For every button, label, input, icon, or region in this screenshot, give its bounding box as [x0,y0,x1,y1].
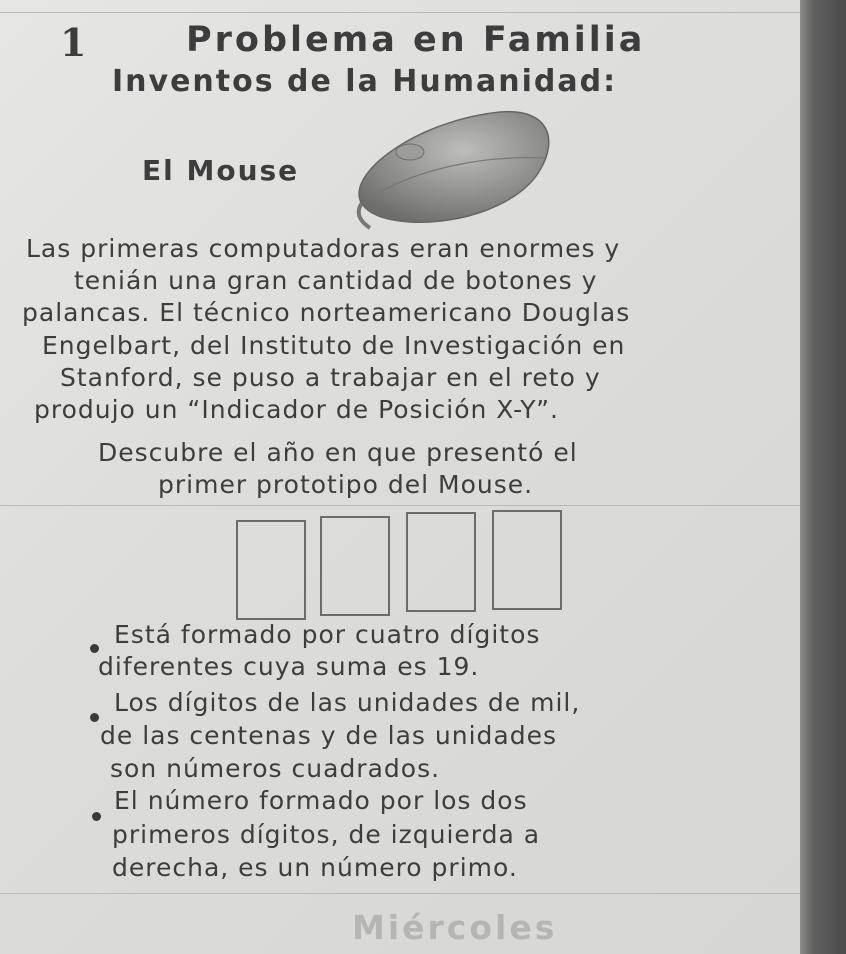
mouse-label: El Mouse [142,154,300,187]
intro-line: Stanford, se puso a trabajar en el reto y [60,363,601,392]
intro-line: Las primeras computadoras eran enormes y [26,234,621,263]
clue-line: de las centenas y de las unidades [100,721,557,750]
divider [0,505,800,506]
answer-digit-box[interactable] [406,512,476,612]
problem-number: 1 [60,20,87,65]
divider [0,12,800,13]
answer-digit-box[interactable] [492,510,562,610]
clue-line: derecha, es un número primo. [112,853,518,882]
clue-line: Los dígitos de las unidades de mil, [114,688,581,717]
clue-line: primeros dígitos, de izquierda a [112,820,541,849]
intro-line: tenián una gran cantidad de botones y [74,266,598,295]
computer-mouse-icon [340,100,560,240]
intro-line: Engelbart, del Instituto de Investigación en [42,331,626,360]
background-edge [800,0,846,954]
page-subtitle: Inventos de la Humanidad: [112,64,618,99]
page-title: Problema en Familia [186,20,646,60]
footer-day: Miércoles [352,908,558,947]
question-line: primer prototipo del Mouse. [158,470,534,499]
bullet-icon [92,812,101,821]
clue-line: El número formado por los dos [114,786,528,815]
answer-digit-box[interactable] [320,516,390,616]
bullet-icon [90,713,99,722]
clue-line: son números cuadrados. [110,754,441,783]
answer-digit-box[interactable] [236,520,306,620]
intro-line: produjo un “Indicador de Posición X-Y”. [34,395,559,424]
question-line: Descubre el año en que presentó el [98,438,578,467]
clue-line: diferentes cuya suma es 19. [98,652,480,681]
divider [0,893,800,894]
clue-line: Está formado por cuatro dígitos [114,620,541,649]
intro-line: palancas. El técnico norteamericano Douglas [22,298,631,327]
